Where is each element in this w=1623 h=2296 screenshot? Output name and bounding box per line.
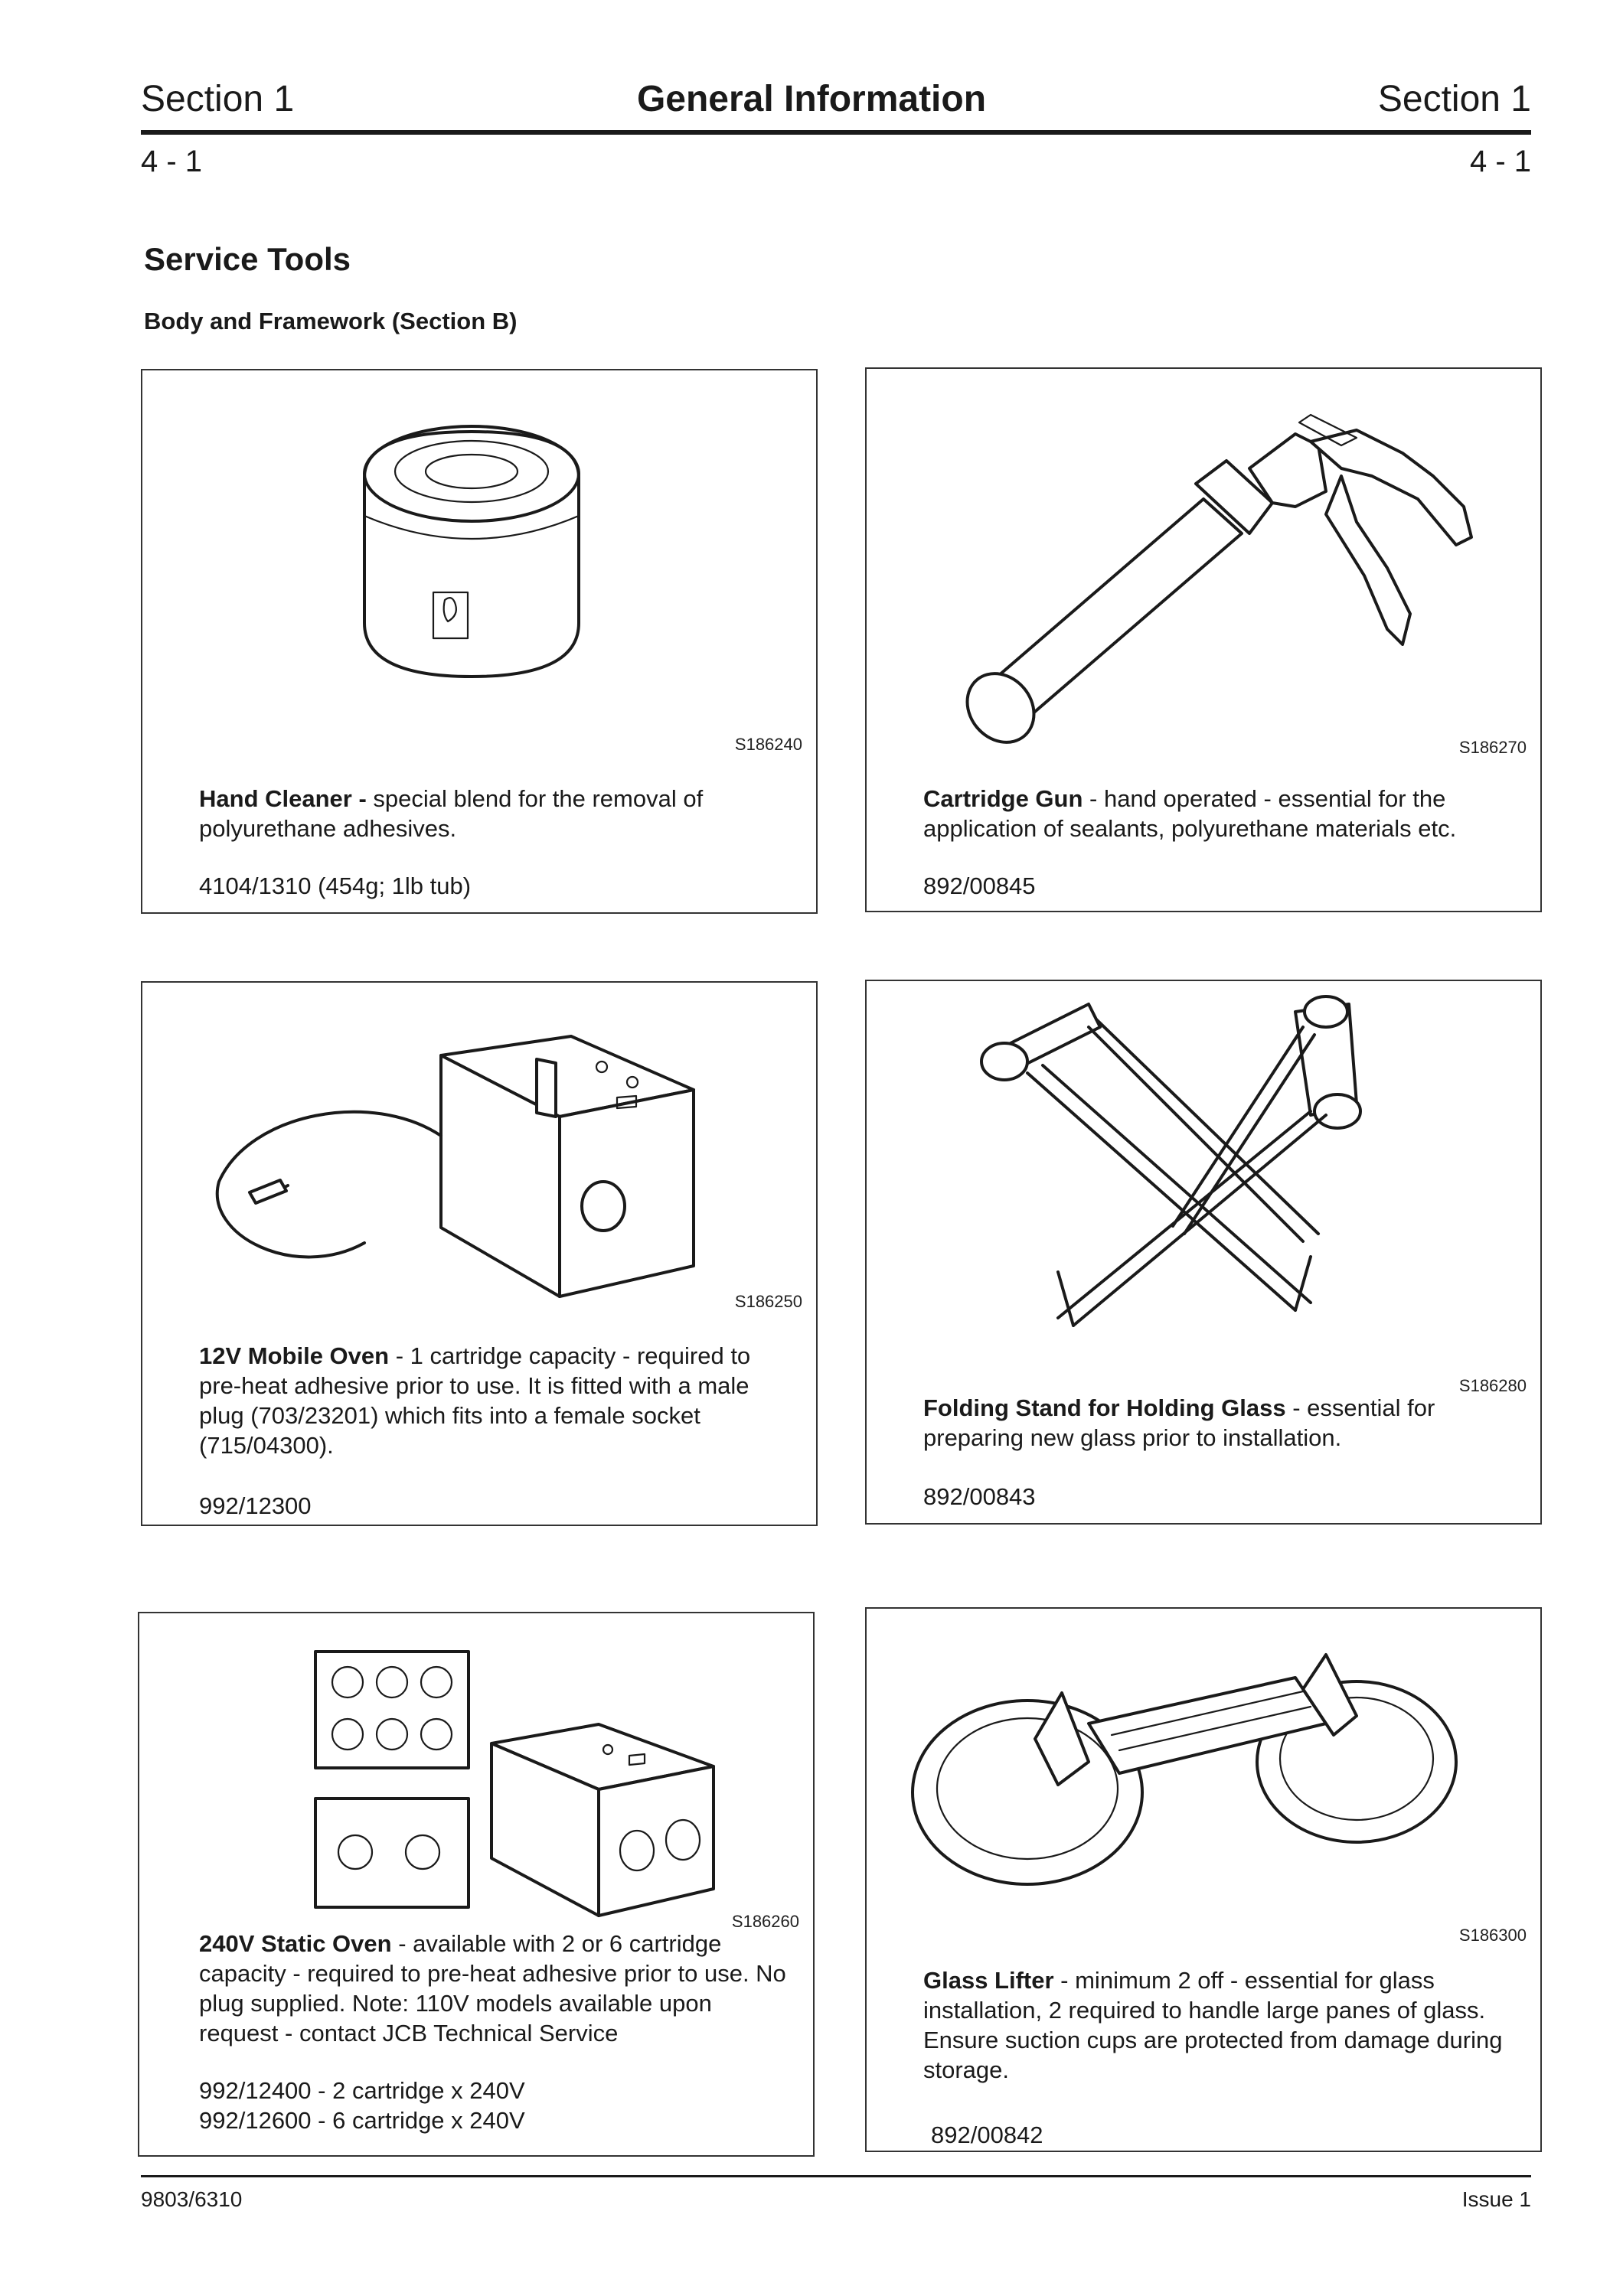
- footer-doc-number: 9803/6310: [141, 2187, 243, 2211]
- part-number: 892/00843: [923, 1483, 1036, 1510]
- tool-card-cartridge-gun: [865, 367, 1542, 912]
- mobile-oven-illustration: [142, 983, 819, 1319]
- tool-name: Cartridge Gun: [923, 785, 1083, 812]
- figure-ref: S186240: [734, 735, 802, 754]
- tool-description: [199, 784, 781, 843]
- tool-card-hand-cleaner: [141, 369, 818, 914]
- static-oven-illustration: [139, 1613, 816, 1927]
- tool-description-text: - minimum 2 off - essential for glass installation, 2 required to handle large panes of glass. Ensure suction cups are protected from damage during storage.: [923, 1967, 1503, 2083]
- page-number-right: 4 - 1: [1469, 145, 1531, 178]
- header-rule: [141, 130, 1531, 135]
- tool-description-text: special blend for the removal of polyurethane adhesives.: [199, 785, 704, 842]
- page-title: Service Tools: [144, 241, 351, 277]
- tool-name: 12V Mobile Oven: [199, 1342, 390, 1369]
- header-section-left: Section 1: [141, 79, 295, 119]
- footer-issue: Issue 1: [1461, 2187, 1531, 2211]
- footer-rule: [141, 2175, 1531, 2177]
- tool-description: [199, 1929, 796, 2048]
- tool-description: [923, 1393, 1520, 1453]
- figure-ref: S186250: [734, 1292, 802, 1311]
- tool-description: [923, 784, 1520, 843]
- tool-name: Folding Stand for Holding Glass: [923, 1394, 1286, 1421]
- tool-card-240v-static-oven: [138, 1612, 815, 2157]
- page-number-left: 4 - 1: [141, 145, 203, 178]
- tool-name: 240V Static Oven: [199, 1930, 392, 1957]
- glass-lifter-illustration: [867, 1609, 1543, 1930]
- hand-cleaner-tub-illustration: [142, 370, 819, 753]
- figure-ref: S186280: [1458, 1376, 1527, 1395]
- cartridge-gun-illustration: [867, 369, 1543, 752]
- part-number: 4104/1310 (454g; 1lb tub): [199, 872, 472, 899]
- tool-card-folding-stand: [865, 980, 1542, 1525]
- tool-description-text: - available with 2 or 6 cartridge capacity - required to pre-heat adhesive prior to use. No plug supplied. Note: 110V models available upon request - contact JCB Technical Service: [199, 1930, 786, 2047]
- part-number: 892/00842: [931, 2122, 1043, 2148]
- tool-name: Hand Cleaner -: [199, 785, 367, 812]
- tool-card-12v-mobile-oven: [141, 981, 818, 1526]
- header-title: General Information: [636, 79, 987, 119]
- part-number: 992/12300: [199, 1492, 312, 1519]
- tool-description-text: - essential for preparing new glass prior to installation.: [923, 1394, 1435, 1451]
- tool-description: [199, 1341, 796, 1460]
- header-section-right: Section 1: [1377, 79, 1531, 119]
- part-number: 992/12400 - 2 cartridge x 240V: [199, 2077, 525, 2104]
- tool-description-text: - hand operated - essential for the application of sealants, polyurethane materials etc.: [923, 785, 1457, 842]
- figure-ref: S186300: [1458, 1926, 1527, 1945]
- tool-card-glass-lifter: [865, 1607, 1542, 2152]
- part-number-secondary: 992/12600 - 6 cartridge x 240V: [199, 2107, 525, 2134]
- figure-ref: S186260: [731, 1912, 799, 1931]
- figure-ref: S186270: [1458, 738, 1527, 757]
- tool-description-text: - 1 cartridge capacity - required to pre-heat adhesive prior to use. It is fitted with a male plug (703/23201) which fits into a female socket (715/04300).: [199, 1342, 751, 1459]
- tool-description: [923, 1965, 1520, 2085]
- part-number: 892/00845: [923, 872, 1036, 899]
- tool-name: Glass Lifter: [923, 1967, 1054, 1994]
- folding-stand-illustration: [867, 981, 1543, 1341]
- page-subtitle: Body and Framework (Section B): [144, 308, 518, 334]
